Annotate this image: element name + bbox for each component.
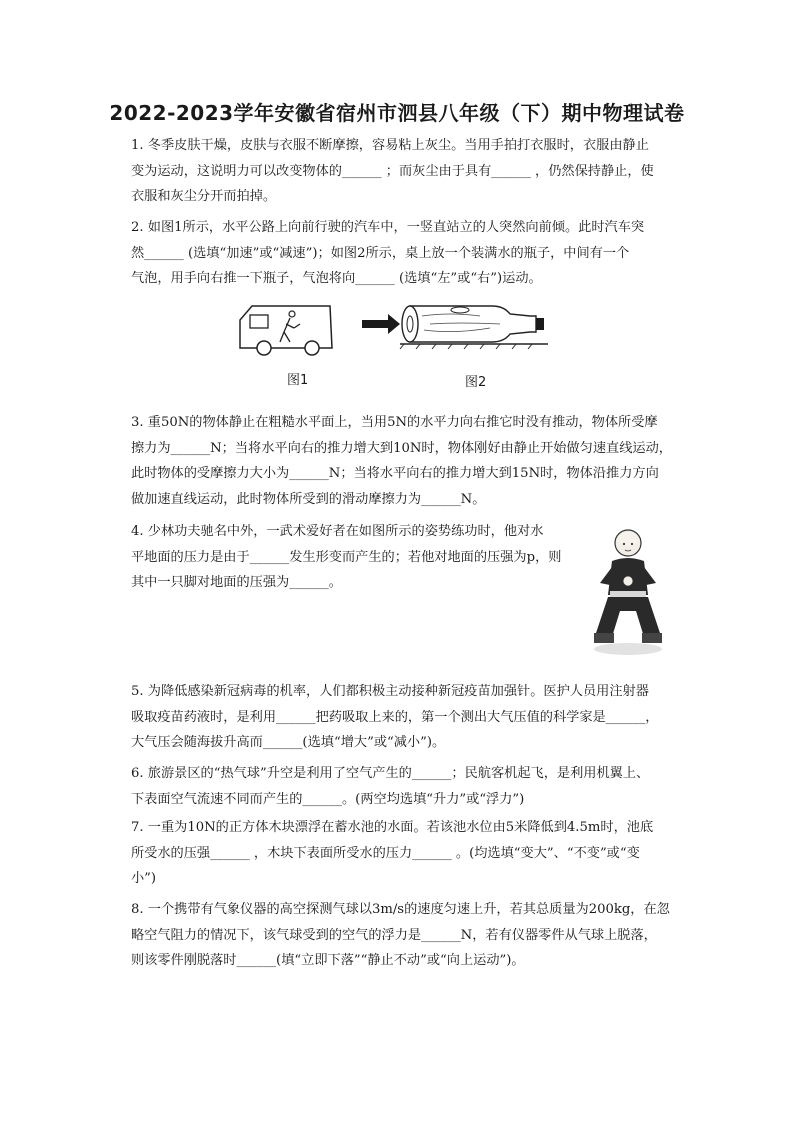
question-line: 平地面的压力是由于______发生形变而产生的；若他对地面的压强为p，则 bbox=[131, 549, 562, 565]
question-line: 吸取疫苗药液时，是利用______把药吸取上来的，第一个测出大气压值的科学家是______， bbox=[131, 709, 659, 725]
figure-2-caption: 图2 bbox=[465, 375, 487, 390]
question-line: 做加速直线运动，此时物体所受到的滑动摩擦力为______N。 bbox=[131, 491, 486, 507]
question-line: 1. 冬季皮肤干燥，皮肤与衣服不断摩擦，容易粘上灰尘。当用手拍打衣服时，衣服由静止 bbox=[131, 138, 649, 153]
question-line: 此时物体的受摩擦力大小为______N；当将水平向右的推力增大到15N时，物体沿推力方向 bbox=[131, 466, 659, 481]
page-title: 2022-2023学年安徽省宿州市泗县八年级（下）期中物理试卷 bbox=[109, 101, 685, 125]
question-line: 略空气阻力的情况下，该气球受到的空气的浮力是______N，若有仪器零件从气球上脱落， bbox=[131, 927, 657, 943]
question-2 bbox=[131, 215, 691, 292]
question-7 bbox=[131, 815, 691, 892]
question-3 bbox=[131, 410, 691, 512]
figure-2-bottle-drawing bbox=[360, 300, 550, 352]
question-line: 6. 旅游景区的“热气球”升空是利用了空气产生的______；民航客机起飞，是利用机翼上、 bbox=[131, 766, 650, 781]
question-line: 衣服和灰尘分开而拍掉。 bbox=[131, 189, 277, 204]
question-line: 下表面空气流速不同而产生的______。(两空均选填“升力”或“浮力”) bbox=[131, 791, 525, 807]
question-line: 7. 一重为10N的正方体木块漂浮在蓄水池的水面。若该池水位由5米降低到4.5m时，池底 bbox=[131, 820, 654, 835]
question-line: 8. 一个携带有气象仪器的高空探测气球以3m/s的速度匀速上升，若其总质量为200kg，在忽 bbox=[131, 902, 670, 917]
figure-1-caption: 图1 bbox=[287, 373, 309, 388]
question-line: 所受水的压强______ ，木块下表面所受水的压力______ 。(均选填“变大”、“不变”或“变 bbox=[131, 845, 640, 861]
question-line: 气泡，用手向右推一下瓶子，气泡将向______ (选填“左”或“右”)运动。 bbox=[131, 271, 542, 286]
question-line: 然______ (选填“加速”或“减速”)；如图2所示，桌上放一个装满水的瓶子，中间有一个 bbox=[131, 245, 630, 261]
question-line: 则该零件刚脱落时______(填“立即下落”“静止不动”或“向上运动”)。 bbox=[131, 953, 525, 968]
figure-martial-artist-drawing bbox=[590, 525, 666, 657]
question-line: 5. 为降低感染新冠病毒的机率，人们都积极主动接种新冠疫苗加强针。医护人员用注射器 bbox=[131, 684, 649, 699]
question-line: 擦力为______N；当将水平向右的推力增大到10N时，物体刚好由静止开始做匀速直线运动， bbox=[131, 440, 672, 456]
question-line: 大气压会随海拔升高而______(选填“增大”或“减小”)。 bbox=[131, 735, 446, 750]
figure-1-car-drawing bbox=[236, 302, 336, 360]
question-line: 其中一只脚对地面的压强为______。 bbox=[131, 575, 342, 590]
question-5 bbox=[131, 679, 691, 756]
question-6 bbox=[131, 761, 691, 812]
question-line: 小”) bbox=[131, 871, 157, 886]
question-1 bbox=[131, 133, 691, 210]
question-line: 2. 如图1所示，水平公路上向前行驶的汽车中，一竖直站立的人突然向前倾。此时汽车突 bbox=[131, 220, 645, 235]
question-line: 4. 少林功夫驰名中外，一武术爱好者在如图所示的姿势练功时，他对水 bbox=[131, 524, 544, 539]
question-line: 变为运动，这说明力可以改变物体的______ ；而灰尘由于具有______ ，仍然保持静止，使 bbox=[131, 163, 654, 179]
question-line: 3. 重50N的物体静止在粗糙水平面上，当用5N的水平力向右推它时没有推动，物体所受摩 bbox=[131, 415, 658, 430]
question-8 bbox=[131, 897, 691, 974]
